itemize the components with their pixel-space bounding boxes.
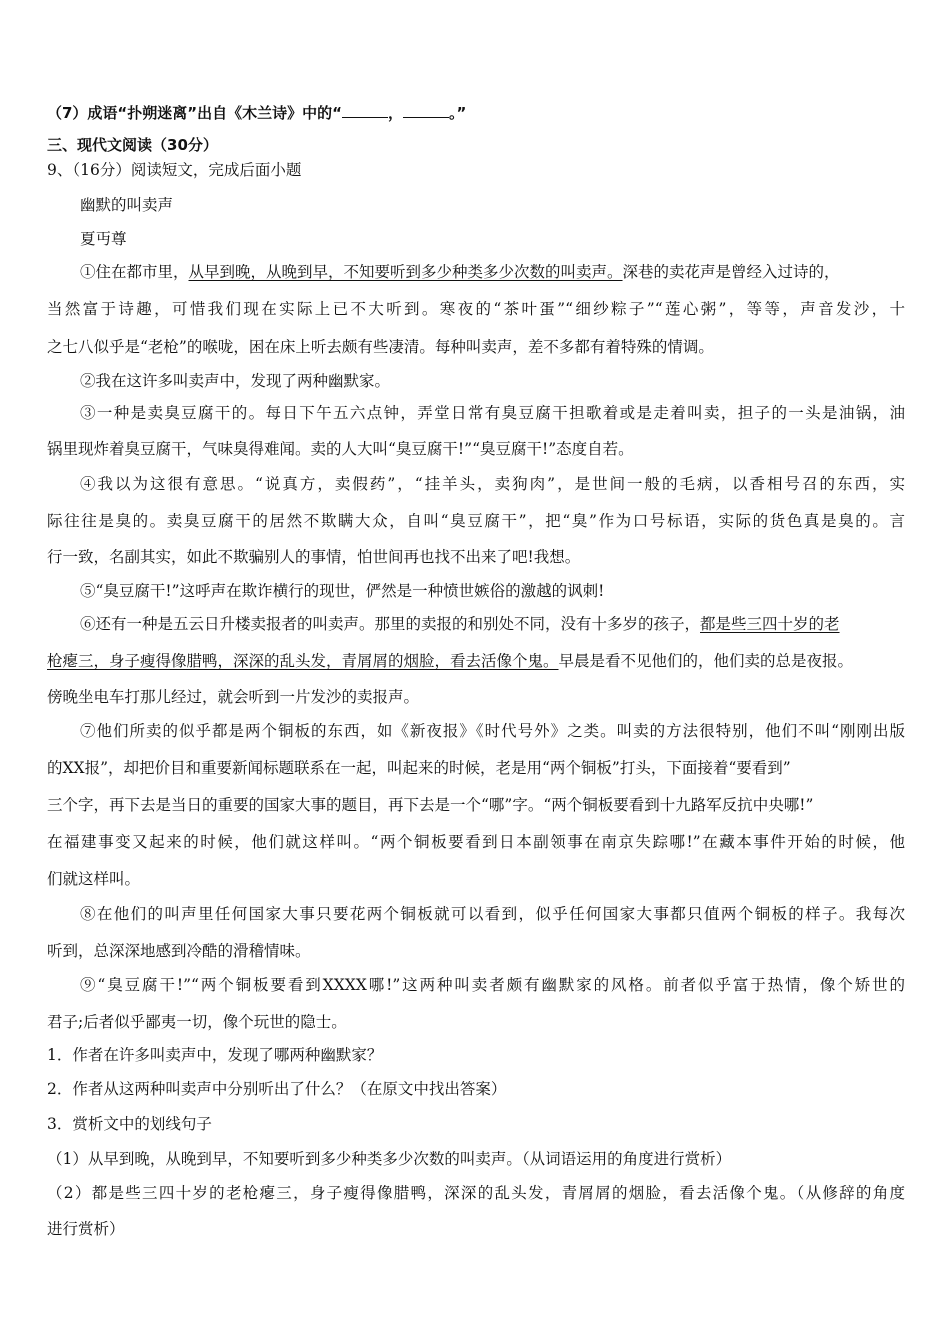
paragraph-9-line-2: 君子;后者似乎鄙夷一切，像个玩世的隐士。 [47,1013,347,1031]
paragraph-1-line-2: 当然富于诗趣，可惜我们现在实际上已不大听到。寒夜的“茶叶蛋”“细纱粽子”“莲心粥”，等等，声音发沙，十 [47,300,905,318]
paragraph-4-line-3: 行一致，名副其实，如此不欺骗别人的事情，怕世间再也找不出来了吧!我想。 [47,548,581,566]
answer-blank-2[interactable] [403,103,449,118]
sub-question-3-2-line-2: 进行赏析） [47,1220,125,1238]
sub-question-3-1: （1）从早到晚，从晚到早，不知要听到多少种类多少次数的叫卖声。（从词语运用的角度进行赏析） [47,1150,732,1168]
paragraph-7-line-1: ⑦他们所卖的似乎都是两个铜板的东西，如《新夜报》《时代号外》之类。叫卖的方法很特别，他们不叫“刚刚出版 [80,722,905,740]
paragraph-4-line-1: ④我以为这很有意思。“说真方，卖假药”，“挂羊头，卖狗肉”，是世间一般的毛病，以香相号召的东西，实 [80,475,905,493]
sub-question-2: 2．作者从这两种叫卖声中分别听出了什么？（在原文中找出答案） [47,1080,507,1098]
underlined-sentence-1: 从早到晚，从晚到早，不知要听到多少种类多少次数的叫卖声。 [188,263,623,281]
question-9-stem: 9、（16分）阅读短文，完成后面小题 [47,161,302,179]
paragraph-3-line-2: 锅里现炸着臭豆腐干，气味臭得难闻。卖的人大叫“臭豆腐干!”“臭豆腐干!”态度自若。 [47,440,634,458]
paragraph-9-line-1: ⑨“臭豆腐干!”“两个铜板要看到XXXX哪!”这两种叫卖者颇有幽默家的风格。前者似乎富于热情，像个矫世的 [80,976,905,994]
paragraph-4-line-2: 际往往是臭的。卖臭豆腐干的居然不欺瞒大众，自叫“臭豆腐干”，把“臭”作为口号标语，实际的货色真是臭的。言 [47,512,905,530]
paragraph-6-line-1: ⑥还有一种是五云日升楼卖报者的叫卖声。那里的卖报的和别处不同，没有十多岁的孩子，都是些三四十岁的老 [80,615,840,633]
paragraph-1-line-3: 之七八似乎是“老枪”的喉咙，困在床上听去颇有些凄清。每种叫卖声，差不多都有着特殊的情调。 [47,338,714,356]
paragraph-5: ⑤“臭豆腐干!”这呼声在欺诈横行的现世，俨然是一种愤世嫉俗的激越的讽刺! [80,582,605,600]
article-author: 夏丏尊 [80,230,127,248]
article-title: 幽默的叫卖声 [80,196,174,214]
underlined-sentence-2-part-2: 枪瘪三，身子瘦得像腊鸭，深深的乱头发，青屑屑的烟脸，看去活像个鬼。 [47,652,559,670]
answer-blank-1[interactable] [342,103,388,118]
paragraph-7-line-5: 们就这样叫。 [47,870,141,888]
paragraph-2: ②我在这许多叫卖声中，发现了两种幽默家。 [80,372,391,390]
paragraph-7-line-3: 三个字，再下去是当日的重要的国家大事的题目，再下去是一个“哪”字。“两个铜板要看到十九路军反抗中央哪!” [47,796,814,814]
paragraph-8-line-1: ⑧在他们的叫声里任何国家大事只要花两个铜板就可以看到，似乎任何国家大事都只值两个铜板的样子。我每次 [80,905,905,923]
paragraph-7-line-2: 的XX报”，却把价目和重要新闻标题联系在一起，叫起来的时候，老是用“两个铜板”打头，下面接着“要看到” [47,759,791,777]
question-7-suffix: 。” [449,104,467,122]
sub-question-1: 1．作者在许多叫卖声中，发现了哪两种幽默家？ [47,1046,383,1064]
paragraph-8-line-2: 听到，总深深地感到冷酷的滑稽情味。 [47,942,311,960]
paragraph-1-line-1: ①住在都市里，从早到晚，从晚到早，不知要听到多少种类多少次数的叫卖声。深巷的卖花声是曾经入过诗的， [80,263,840,281]
question-7-separator: ， [388,104,404,122]
sub-question-3-2-line-1: （2）都是些三四十岁的老枪瘪三，身子瘦得像腊鸭，深深的乱头发，青屑屑的烟脸，看去活像个鬼。（从修辞的角度 [47,1184,905,1202]
paragraph-7-line-4: 在福建事变又起来的时候，他们就这样叫。“两个铜板要看到日本副领事在南京失踪哪!”在藏本事件开始的时候，他 [47,833,905,851]
underlined-sentence-2-part-1: 都是些三四十岁的老 [700,615,840,633]
sub-question-3: 3．赏析文中的划线句子 [47,1115,212,1133]
question-7-prefix: （7）成语“扑朔迷离”出自《木兰诗》中的“ [47,104,343,122]
paragraph-6-line-3: 傍晚坐电车打那儿经过，就会听到一片发沙的卖报声。 [47,688,420,706]
paragraph-3-line-1: ③一种是卖臭豆腐干的。每日下午五六点钟，弄堂日常有臭豆腐干担歌着或是走着叫卖，担子的一头是油锅，油 [80,404,905,422]
question-7 [47,102,905,124]
section-heading: 三、现代文阅读（30分） [47,136,218,154]
paragraph-6-line-2: 枪瘪三，身子瘦得像腊鸭，深深的乱头发，青屑屑的烟脸，看去活像个鬼。早晨是看不见他们的，他们卖的总是夜报。 [47,652,854,670]
